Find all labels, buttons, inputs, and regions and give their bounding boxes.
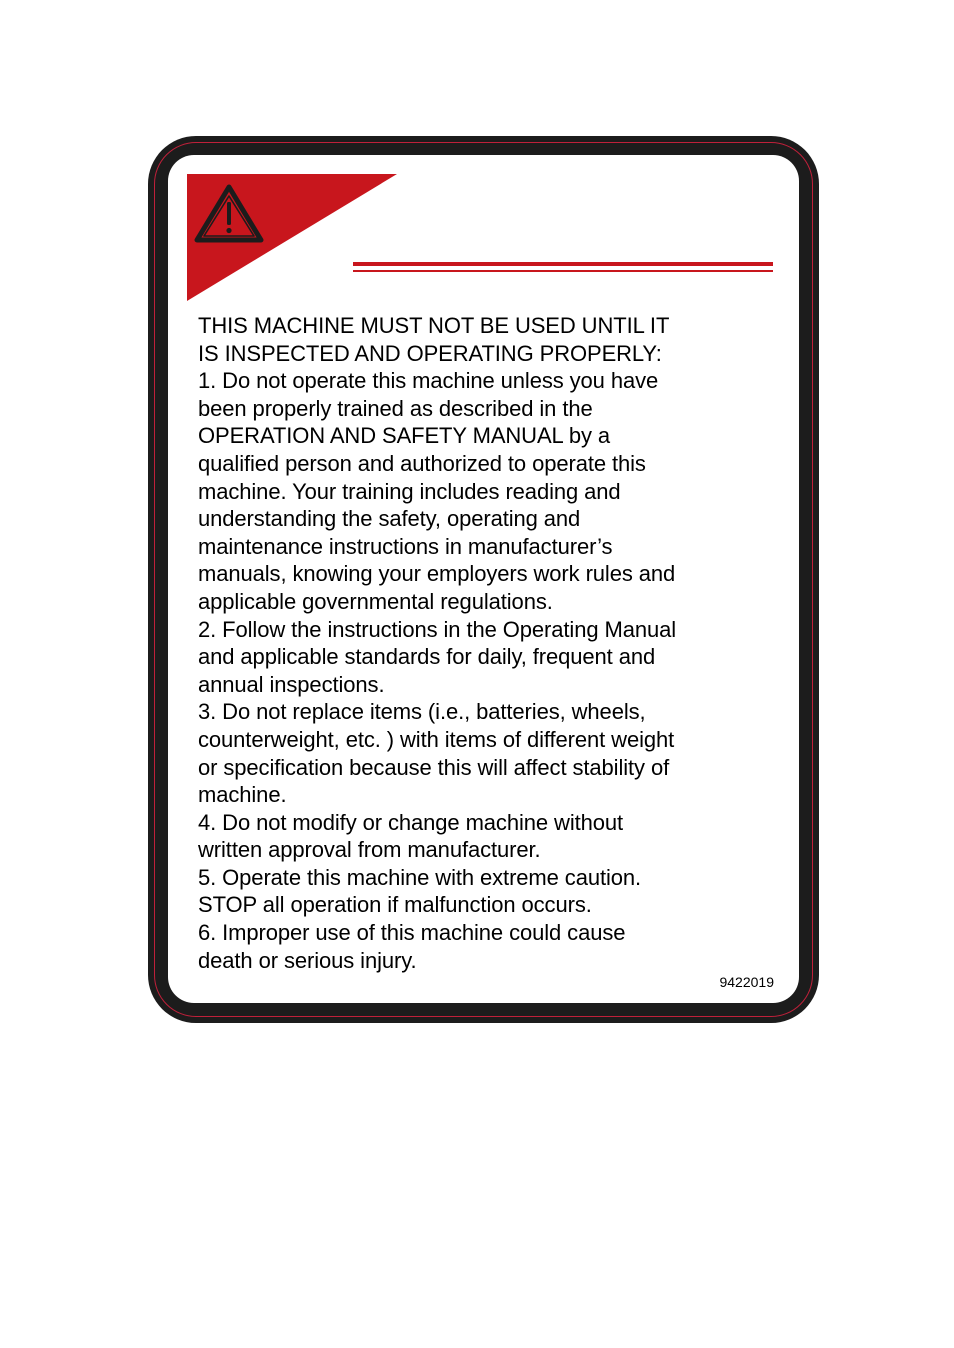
instruction-4-line-2: written approval from manufacturer. xyxy=(198,837,541,863)
instruction-1-line-2: been properly trained as described in the xyxy=(198,395,593,421)
instruction-3-line-4: machine. xyxy=(198,782,287,808)
instruction-3-line-3: or specification because this will affect stability of xyxy=(198,754,670,780)
instruction-4-line-1: 4. Do not modify or change machine without xyxy=(198,809,624,835)
instruction-3-line-2: counterweight, etc. ) with items of different weight xyxy=(198,726,675,752)
instruction-2-line-2: and applicable standards for daily, frequent and xyxy=(198,644,656,670)
label-content-area xyxy=(168,155,799,1003)
instruction-1-line-4: qualified person and authorized to operate this xyxy=(198,450,646,476)
header-rule-thick xyxy=(353,262,773,266)
instruction-3-line-1: 3. Do not replace items (i.e., batteries, wheels, xyxy=(198,699,646,725)
header-rule-thin xyxy=(353,270,773,272)
instruction-5-line-1: 5. Operate this machine with extreme caution. xyxy=(198,864,642,890)
part-number: 9422019 xyxy=(719,974,774,990)
instruction-1-line-8: manuals, knowing your employers work rules and xyxy=(198,561,676,587)
instruction-2-line-3: annual inspections. xyxy=(198,671,385,697)
instruction-1-line-1: 1. Do not operate this machine unless you have xyxy=(198,368,659,394)
instruction-6-line-1: 6. Improper use of this machine could cause xyxy=(198,920,626,946)
instruction-5-line-2: STOP all operation if malfunction occurs. xyxy=(198,892,592,918)
header-rule xyxy=(353,262,773,272)
warning-heading-line-1: THIS MACHINE MUST NOT BE USED UNTIL IT xyxy=(198,313,670,338)
warning-label xyxy=(148,136,819,1023)
instruction-1-line-6: understanding the safety, operating and xyxy=(198,506,581,532)
instruction-1-line-7: maintenance instructions in manufacturer’s xyxy=(198,533,613,559)
instruction-1-line-3: OPERATION AND SAFETY MANUAL by a xyxy=(198,423,611,449)
instruction-1-line-9: applicable governmental regulations. xyxy=(198,588,553,614)
instruction-6-line-2: death or serious injury. xyxy=(198,947,417,973)
warning-text xyxy=(198,312,783,974)
instruction-1-line-5: machine. Your training includes reading and xyxy=(198,478,621,504)
instruction-2-line-1: 2. Follow the instructions in the Operating Manual xyxy=(198,616,677,642)
red-corner-banner xyxy=(187,174,399,302)
warning-heading-line-2: IS INSPECTED AND OPERATING PROPERLY: xyxy=(198,340,662,366)
